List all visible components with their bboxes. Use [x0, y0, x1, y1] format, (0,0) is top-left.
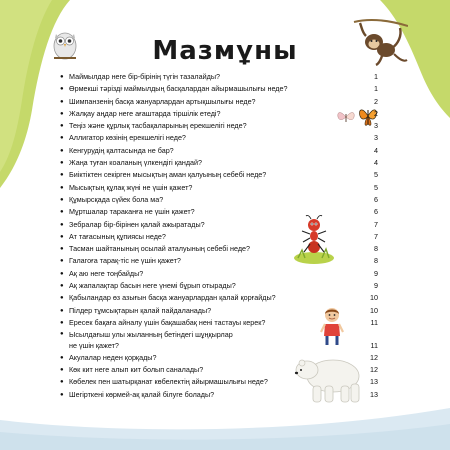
bullet-icon: ● — [60, 354, 64, 361]
toc-entry — [60, 255, 378, 267]
toc-entry-text: Акулалар неден қорқады? — [69, 352, 157, 362]
bullet-icon: ● — [60, 86, 64, 93]
table-of-contents — [60, 71, 378, 401]
toc-entry-text: Көбелек пен шатырқанат көбелектің айырмашылығы неде? — [69, 377, 268, 387]
toc-entry-page-number: 13 — [370, 377, 378, 387]
toc-entry — [60, 132, 378, 144]
bullet-icon: ● — [60, 270, 64, 277]
bullet-icon: ● — [60, 258, 64, 265]
toc-entry-text: Көк кит неге алып кит болып саналады? — [69, 365, 204, 375]
bullet-icon: ● — [60, 367, 64, 374]
toc-entry-page-number: 5 — [374, 182, 378, 192]
toc-entry-page-number: 3 — [374, 121, 378, 131]
toc-entry-page-number: 11 — [370, 317, 378, 327]
toc-entry-text: Ақ жапалақтар басын неге үнемі бұрып отырады? — [69, 281, 236, 291]
page-title: Мазмұны — [152, 36, 298, 66]
toc-entry — [60, 182, 378, 194]
toc-entry-text: Жалқау аңдар неге ағаштарда тіршілік етеді? — [69, 108, 221, 118]
toc-entry-text: Шегірткені көрмей-ақ қалай білуге болады? — [69, 389, 215, 399]
bullet-icon: ● — [60, 147, 64, 154]
toc-entry — [60, 243, 378, 255]
toc-entry — [60, 268, 378, 280]
toc-entry-text: Құмырсқада сүйек бола ма? — [69, 194, 164, 204]
bullet-icon: ● — [60, 110, 64, 117]
toc-entry — [60, 352, 378, 364]
toc-entry — [60, 219, 378, 231]
toc-entry — [60, 71, 378, 83]
toc-entry — [60, 376, 378, 388]
bullet-icon: ● — [60, 233, 64, 240]
bullet-icon: ● — [60, 98, 64, 105]
bullet-icon: ● — [60, 209, 64, 216]
toc-entry-page-number: 11 — [370, 341, 378, 351]
toc-entry-text: Өрмекші тәрізді маймылдың басқалардан айырмашылығы неде? — [69, 84, 288, 94]
toc-entry-text: Кенгурудің қалтасында не бар? — [69, 145, 174, 155]
toc-entry-text: Пілдер тұмсықтарын қалай пайдаланады? — [69, 305, 212, 315]
bullet-icon: ● — [60, 74, 64, 80]
toc-entry — [60, 83, 378, 95]
toc-entry-text: Ақ аю неге тоңбайды? — [69, 268, 144, 278]
bullet-icon: ● — [60, 319, 64, 326]
toc-entry — [60, 96, 378, 108]
toc-entry — [60, 329, 378, 352]
toc-entry-page-number: 9 — [374, 281, 378, 291]
bullet-icon: ● — [60, 123, 64, 130]
bullet-icon: ● — [60, 307, 64, 314]
bullet-icon: ● — [60, 295, 64, 302]
toc-entry-text: Жаңа туған коаланың үлкендігі қандай? — [69, 158, 203, 168]
toc-entry-page-number: 7 — [374, 219, 378, 229]
toc-entry — [60, 194, 378, 206]
toc-entry-page-number: 2 — [374, 108, 378, 118]
bullet-icon: ● — [60, 172, 64, 179]
toc-entry-page-number: 1 — [374, 72, 378, 81]
toc-entry-text: Зебралар бір-бірінен қалай ажыратады? — [69, 219, 205, 229]
bullet-icon: ● — [60, 331, 64, 338]
bullet-icon: ● — [60, 135, 64, 142]
toc-entry-page-number: 8 — [374, 256, 378, 266]
toc-entry-text: Аллигатор көзінің ерекшелігі неде? — [69, 133, 186, 143]
toc-entry — [60, 305, 378, 317]
toc-entry-page-number: 5 — [374, 170, 378, 180]
toc-entry-text: Ат тағасының құпиясы неде? — [69, 231, 166, 241]
toc-entry-page-number: 10 — [370, 293, 378, 303]
toc-entry-text: Маймылдар неге бір-бірінің түгін тазалайды? — [69, 72, 220, 81]
toc-entry-text: Теңіз және құрлық тасбақаларының ерекшелігі неде? — [69, 121, 247, 131]
toc-entry-text: Биіктіктен секірген мысықтың аман қалуының себебі неде? — [69, 170, 267, 180]
toc-entry — [60, 231, 378, 243]
toc-entry-page-number: 1 — [374, 84, 378, 94]
toc-entry-page-number: 7 — [374, 231, 378, 241]
toc-entry-page-number: 3 — [374, 133, 378, 143]
toc-entry-text: Қабыландар өз азығын басқа жануарлардан қалай қорғайды? — [69, 293, 276, 303]
toc-entry — [60, 292, 378, 304]
bullet-icon: ● — [60, 391, 64, 398]
toc-entry — [60, 108, 378, 120]
bullet-icon: ● — [60, 379, 64, 386]
toc-entry-text: Ересек бақаға айналу үшін бақашабақ нені тастауы керек? — [69, 317, 266, 327]
toc-entry — [60, 145, 378, 157]
toc-entry — [60, 317, 378, 329]
toc-entry-page-number: 12 — [370, 352, 378, 362]
toc-entry — [60, 206, 378, 218]
toc-entry — [60, 389, 378, 401]
toc-entry-text: Ысылдағыш улы жыланның бетіндегі шұңқырлар не үшін қажет? — [69, 330, 233, 351]
toc-entry — [60, 364, 378, 376]
toc-entry-page-number: 10 — [370, 305, 378, 315]
bullet-icon: ● — [60, 221, 64, 228]
toc-entry-text: Мұртшалар тараканға не үшін қажет? — [69, 207, 195, 217]
toc-entry — [60, 169, 378, 181]
bullet-icon: ● — [60, 246, 64, 253]
bullet-icon: ● — [60, 283, 64, 290]
toc-entry-page-number: 4 — [374, 145, 378, 155]
toc-entry-page-number: 12 — [370, 365, 378, 375]
toc-entry-text: Тасман шайтанының осылай аталуының себебі неде? — [69, 244, 251, 254]
bullet-icon: ● — [60, 196, 64, 203]
toc-entry-page-number: 6 — [374, 207, 378, 217]
bullet-icon: ● — [60, 184, 64, 191]
toc-entry — [60, 280, 378, 292]
toc-entry-page-number: 6 — [374, 194, 378, 204]
toc-entry-page-number: 2 — [374, 96, 378, 106]
toc-entry — [60, 157, 378, 169]
toc-entry-page-number: 13 — [370, 389, 378, 399]
toc-entry-text: Мысықтың құлақ жүні не үшін қажет? — [69, 182, 193, 192]
toc-entry-page-number: 4 — [374, 158, 378, 168]
toc-entry-text: Шимпанзенің басқа жануарлардан артықшылығы неде? — [69, 96, 256, 106]
toc-entry-page-number: 8 — [374, 244, 378, 254]
toc-entry — [60, 120, 378, 132]
toc-entry-page-number: 9 — [374, 268, 378, 278]
toc-entry-text: Галагоға тарақ-тіс не үшін қажет? — [69, 256, 181, 266]
bullet-icon: ● — [60, 160, 64, 167]
